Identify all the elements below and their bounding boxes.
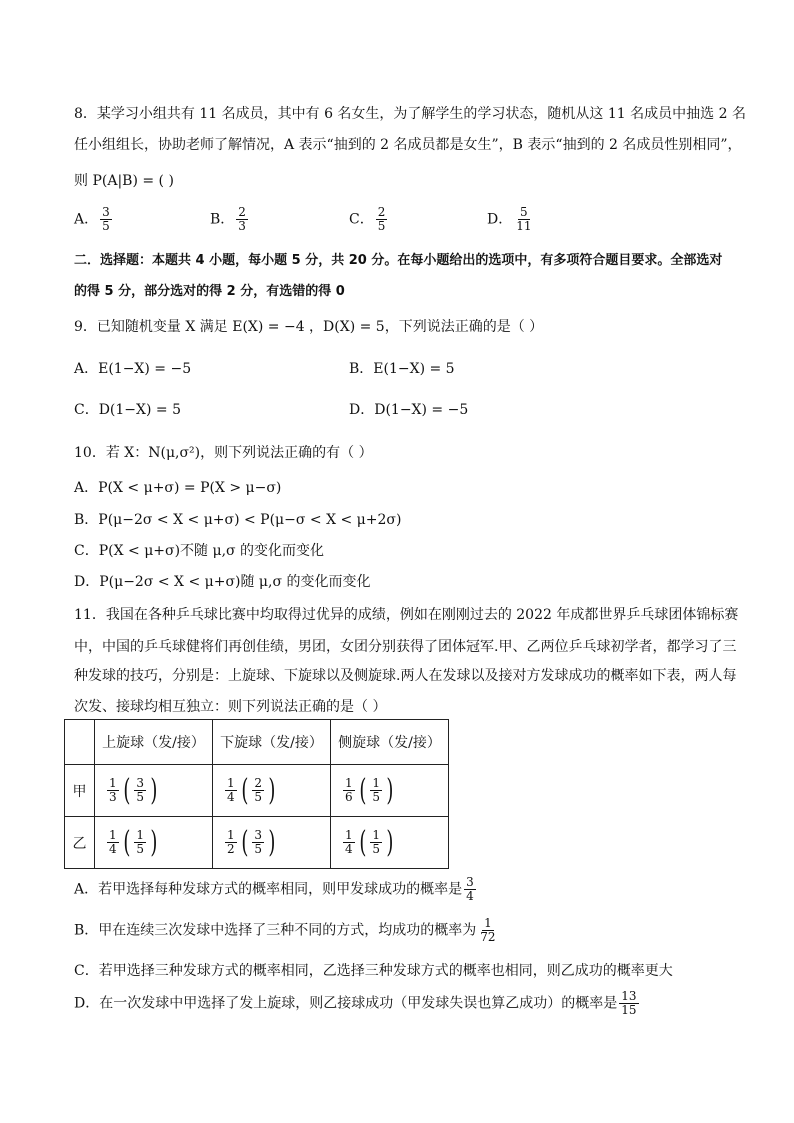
probability-table <box>64 719 449 869</box>
q8-option-b <box>210 206 250 233</box>
q10-option-a: A．P(X < μ+σ) = P(X > μ−σ) <box>74 480 282 496</box>
q9-stem: 9．已知随机变量 X 满足 E(X) = −4 ，D(X) = 5，下列说法正确的是（ ） <box>74 319 544 335</box>
table-cell: $\frac{1}{6}$ ( $\frac{1}{5}$ ) <box>331 765 449 817</box>
q10-stem: 10．若 X：N(μ,σ²)，则下列说法正确的有（ ） <box>74 445 373 461</box>
option-label: A． <box>74 211 99 228</box>
q8-option-c <box>349 206 389 233</box>
section-2-line-1: 二．选择题：本题共 4 小题，每小题 5 分，共 20 分。在每小题给出的选项中，有多项符合题目要求。全部选对 <box>74 253 723 268</box>
fraction: $\frac{2}{3}$ <box>238 205 246 233</box>
table-cell: $\frac{1}{4}$ ( $\frac{1}{5}$ ) <box>95 817 213 869</box>
fraction: $\frac{1}{72}$ <box>480 916 496 944</box>
header-cell: 上旋球（发/接） <box>95 720 213 765</box>
fraction: $\frac{13}{15}$ <box>621 989 637 1017</box>
option-label: B． <box>210 211 235 228</box>
section-2-line-2: 的得 5 分，部分选对的得 2 分，有选错的得 0 <box>74 284 345 299</box>
q11-option-c: C．若甲选择三种发球方式的概率相同，乙选择三种发球方式的概率也相同，则乙成功的概率更大 <box>74 963 673 979</box>
q9-option-d: D．D(1−X) = −5 <box>349 402 469 418</box>
fraction: $\frac{5}{11}$ <box>516 205 532 233</box>
option-label: D． <box>487 211 513 228</box>
table-cell: $\frac{1}{3}$ ( $\frac{3}{5}$ ) <box>95 765 213 817</box>
row-label: 甲 <box>65 765 95 817</box>
q8-line-1: 8．某学习小组共有 11 名成员，其中有 6 名女生，为了解学生的学习状态，随机从这 11 名成员中抽选 2 名 <box>74 106 746 122</box>
q11-option-b: B．甲在连续三次发球中选择了三种不同的方式，均成功的概率为 $\frac{1}{72}$ <box>74 916 496 944</box>
header-cell: 侧旋球（发/接） <box>331 720 449 765</box>
table-cell: $\frac{1}{4}$ ( $\frac{2}{5}$ ) <box>213 765 331 817</box>
q11-line-4: 次发、接球均相互独立：则下列说法正确的是（ ） <box>74 699 387 715</box>
q11-line-2: 中，中国的乒乓球健将们再创佳绩，男团，女团分别获得了团体冠军.甲、乙两位乒乓球初学者，都学习了三 <box>74 639 737 655</box>
header-cell <box>65 720 95 765</box>
q11-line-3: 种发球的技巧，分别是：上旋球、下旋球以及侧旋球.两人在发球以及接对方发球成功的概率如下表，两人每 <box>74 668 737 684</box>
q8-line-2: 任小组组长，协助老师了解情况，A 表示“抽到的 2 名成员都是女生”，B 表示“抽到的 2 名成员性别相同”， <box>74 137 742 153</box>
option-label: C． <box>349 211 374 228</box>
table-row <box>65 817 449 869</box>
q9-option-a: A．E(1−X) = −5 <box>74 361 192 377</box>
q11-line-1: 11．我国在各种乒乓球比赛中均取得过优异的成绩，例如在刚刚过去的 2022 年成都世界乒乓球团体锦标赛 <box>74 607 739 623</box>
q8-option-a <box>74 206 114 233</box>
header-cell: 下旋球（发/接） <box>213 720 331 765</box>
table-row <box>65 765 449 817</box>
q8-option-d <box>487 206 536 233</box>
q8-line-3: 则 P(A|B) = ( ) <box>74 173 174 189</box>
q10-option-b: B．P(μ−2σ < X < μ+σ) < P(μ−σ < X < μ+2σ) <box>74 512 402 528</box>
table-cell: $\frac{1}{4}$ ( $\frac{1}{5}$ ) <box>331 817 449 869</box>
q10-option-d: D．P(μ−2σ < X < μ+σ)随 μ,σ 的变化而变化 <box>74 574 371 590</box>
fraction: $\frac{3}{5}$ <box>102 205 110 233</box>
row-label: 乙 <box>65 817 95 869</box>
fraction: $\frac{3}{4}$ <box>466 875 474 903</box>
q9-option-b: B．E(1−X) = 5 <box>349 361 455 377</box>
table-header-row <box>65 720 449 765</box>
fraction: $\frac{2}{5}$ <box>377 205 386 233</box>
q11-option-a: A．若甲选择每种发球方式的概率相同，则甲发球成功的概率是 $\frac{3}{4}$ <box>74 875 474 903</box>
q9-option-c: C．D(1−X) = 5 <box>74 402 182 418</box>
q10-option-c: C．P(X < μ+σ)不随 μ,σ 的变化而变化 <box>74 543 325 559</box>
q11-option-d: D．在一次发球中甲选择了发上旋球，则乙接球成功（甲发球失误也算乙成功）的概率是 $\frac{13}{15}$ <box>74 989 637 1017</box>
table-cell: $\frac{1}{2}$ ( $\frac{3}{5}$ ) <box>213 817 331 869</box>
